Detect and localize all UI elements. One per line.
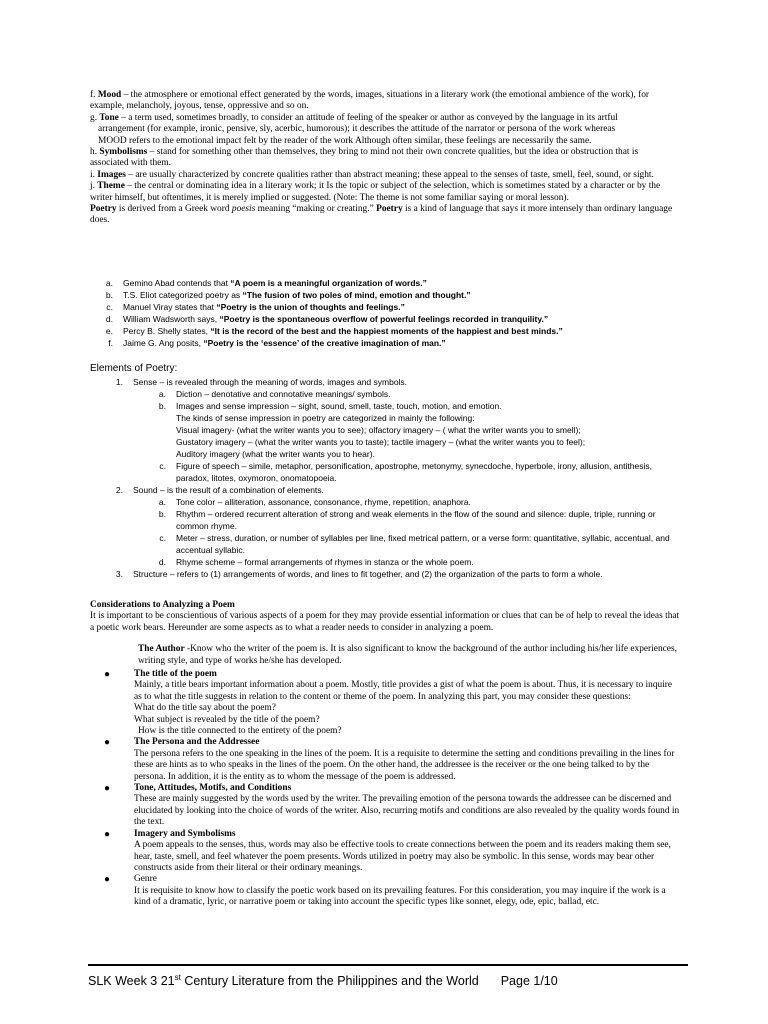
term-mood: Mood (97, 90, 122, 100)
imagery-line: Visual imagery- (what the writer wants you to see); olfactory imagery – ( what the writer wants you to smell); (176, 425, 581, 435)
term-theme: Theme (97, 181, 125, 192)
considerations-heading: Considerations to Analyzing a Poem (90, 600, 235, 610)
def-mood-ref: MOOD refers to the emotional impact felt by the reader of the work Although often similar, these feelings are necessarily the same. (98, 135, 592, 146)
quote-item: c. Manuel Viray states that “Poetry is the union of thoughts and feelings.” (106, 302, 405, 312)
bullet-genre: ● Genre It is requisite to know how to classify the poetic work based on its prevailing features. For this consideration, you may inquire if the work is a kind of a dramatic, lyric, or narrative poem or taking into account the specific types like sonnet, elegy, ode, epic, ballad, etc. (104, 874, 666, 908)
considerations-bullets (90, 669, 680, 909)
def-mood: f. Mood – the atmosphere or emotional effect generated by the words, images, situations in a literary work (the emotional ambience of the work), for example, melancholy, joyous, tense, oppressive and so on. (90, 90, 650, 112)
bullet-persona-addressee: ● The Persona and the Addressee The persona refers to the one speaking in the lines of the poem. It is a requisite to determine the setting and conditions prevailing in the lines for these are hints as to who speaks in the lines of the poem. On the other hand, the addressee is the receiver or the one being talked to by the persona. In addition, it is the entity as to whom the message of the poem is addressed. (104, 737, 675, 782)
element-sound-rhythm: b. Rhythm – ordered recurrent alteration of strong and weak elements in the flow of the sound and silence: duple, triple, running or common rhyme. (158, 509, 656, 531)
def-tone: g. Tone – a term used, sometimes broadly, to consider an attitude of feeling of the speaker or author as conveyed by the language in its artful (90, 112, 618, 123)
element-sound-meter: c. Meter – stress, duration, or number of syllables per line, fixed metrical pattern, or a verse form: quantitative, syllabic, accentual, and accentual syllabic. (159, 533, 670, 555)
elements-heading: Elements of Poetry: (90, 363, 178, 374)
element-sense-figures: c. Figure of speech – simile, metaphor, personification, apostrophe, metonymy, synecdoche, hyperbole, irony, allusion, antithesis, paradox, litotes, oxymoron, onomatopoeia. (159, 461, 652, 483)
term-images: Images (97, 169, 126, 180)
term-tone: Tone (99, 112, 119, 123)
considerations-block (90, 600, 680, 667)
element-sense-diction: a. Diction – denotative and connotative meanings/ symbols. (158, 389, 391, 399)
element-sound-tone-color: a. Tone color – alliteration, assonance, consonance, rhyme, repetition, anaphora. (158, 497, 471, 507)
considerations-intro: It is important to be conscientious of various aspects of a poem for they may provide essential information or clues that can be of help to reveal the ideas that a poetic work bears. Hereunder are some aspects as to what a reader needs to consider in analyzing a poem. (90, 611, 680, 633)
quote-item: f. Jaime G. Ang posits, “Poetry is the ‘essence’ of the creative imagination of man.” (108, 338, 446, 348)
def-tone-cont: arrangement (for example, ironic, pensive, sly, acerbic, humorous); it describes the attitude of the narrator or persona of the work whereas (98, 124, 616, 135)
element-structure: 3. Structure – refers to (1) arrangements of words, and lines to fit together, and (2) the organization of the parts to form a whole. (115, 569, 603, 579)
definitions-block (90, 90, 678, 227)
poetry-quotes-list (90, 277, 680, 349)
footer-title: SLK Week 3 21st Century Literature from the Philippines and the World (88, 972, 479, 988)
def-theme: j. Theme – the central or dominating idea in a literary work; it Is the topic or subject of the selection, which is sometimes stated by a character or by the writer himself, but oftentimes, it is merely implied or suggested. (Note: The theme is not some familiar saying or moral lesson). (90, 181, 661, 203)
elements-of-poetry (90, 362, 680, 580)
element-sound-rhyme: d. Rhyme scheme – formal arrangements of rhymes in stanza or the whole poem. (158, 557, 474, 567)
bullet-tone-attitudes: ● Tone, Attitudes, Motifs, and Conditions These are mainly suggested by the words used by the writer. The prevailing emotion of the persona towards the addressee can be discerned and elucidated by looking into the choice of words of the writer. Also, recurring motifs and conditions are also revealed by the quality words found in the text. (104, 783, 680, 828)
author-line: The Author -Know who the writer of the poem is. It is also significant to know the background of the author including his/her life experiences, writing style, and type of works he/she has developed. (138, 644, 677, 666)
def-images: i. Images – are usually characterized by concrete qualities rather than abstract meaning; these appeal to the senses of taste, smell, feel, sound, or sight. (90, 169, 654, 180)
def-symbolisms: h. Symbolisms – stand for something other than themselves, they bring to mind not their own concrete qualities, but the idea or obstruction that is associated with them. (90, 147, 639, 169)
page-number: Page 1/10 (500, 974, 558, 988)
quote-item: a. Gemino Abad contends that “A poem is a meaningful organization of words.” (105, 278, 427, 288)
quote-item: b. T.S. Eliot categorized poetry as “The fusion of two poles of mind, emotion and thought.” (105, 290, 471, 300)
imagery-line: Auditory imagery (what the writer wants you to hear). (176, 449, 375, 459)
element-sound: 2. Sound – is the result of a combination of elements. (115, 485, 324, 495)
element-sense: 1. Sense – is revealed through the meaning of words, images and symbols. (115, 377, 408, 387)
page-footer (88, 964, 688, 988)
quote-item: d. William Wadsworth says, “Poetry is the spontaneous overflow of powerful feelings recorded in tranquility.” (105, 314, 549, 324)
bullet-imagery-symbolisms: ● Imagery and Symbolisms A poem appeals to the senses, thus, words may also be effective tools to create connections between the poem and its readers making them see, hear, taste, smell, and feel whatever the poem presents. Words utilized in poetry may also be symbolic. In this sense, words may bear other constructs aside from their literal or their ordinary meanings. (104, 828, 671, 873)
quote-item: e. Percy B. Shelly states, “It is the record of the best and the happiest moments of the happiest and best minds.” (105, 326, 563, 336)
term-symbolisms: Symbolisms (99, 147, 148, 158)
bullet-title-of-poem: ● The title of the poem Mainly, a title bears important information about a poem. Mostly, title provides a gist of what the poem is about. Thus, it is necessary to inquire as to what the title suggests in relation to the content or theme of the poem. In analyzing this part, you may consider these questions: What do the title say about the poem? What subject is revealed by the title of the poem? How is the title connected to the entirety of the poem? (104, 669, 673, 737)
element-sense-images: b. Images and sense impression – sight, sound, smell, taste, touch, motion, and emotion. (158, 401, 502, 411)
imagery-line: Gustatory imagery – (what the writer wants you to taste); tactile imagery – (what the writer wants you to feel); (176, 437, 586, 447)
def-poetry: Poetry is derived from a Greek word poesis meaning “making or creating.” Poetry is a kind of language that says it more intensely than ordinary language does. (90, 204, 673, 226)
imagery-line: The kinds of sense impression in poetry are categorized in mainly the following: (176, 413, 475, 423)
